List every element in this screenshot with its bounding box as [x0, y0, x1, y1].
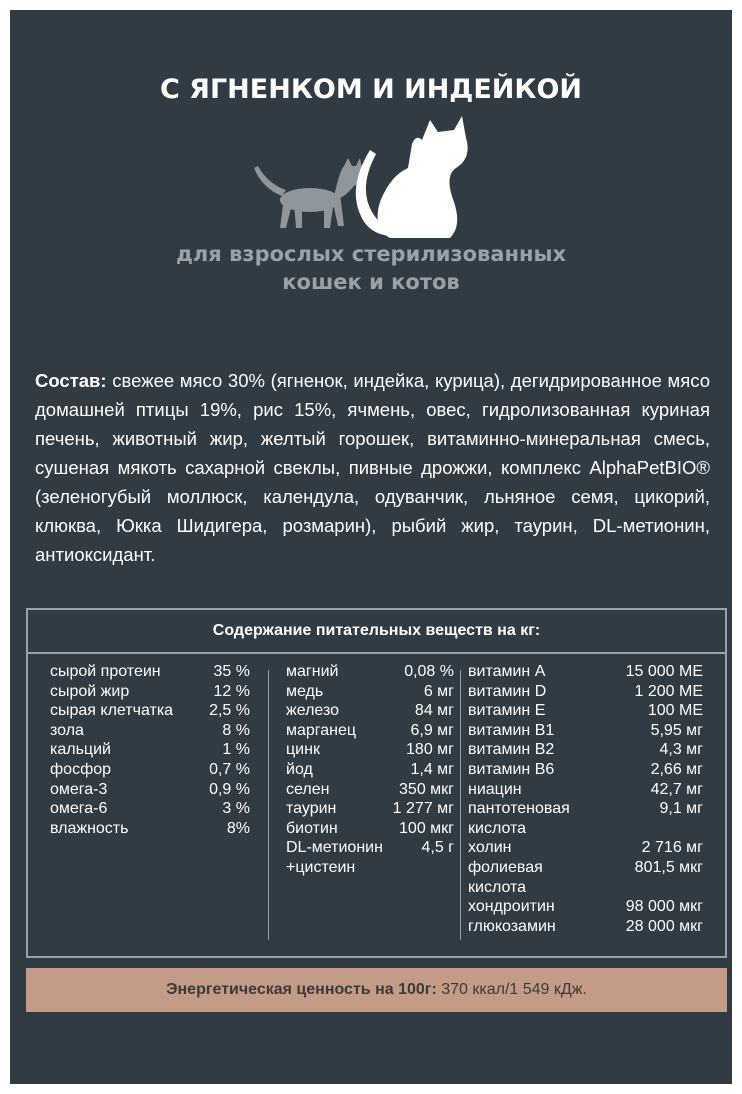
- nutrient-value: 350 мкг: [399, 780, 454, 798]
- nutrient-name: влажность: [50, 819, 129, 837]
- nutrient-value: 0,08 %: [404, 663, 454, 680]
- nutrient-name: медь: [286, 682, 324, 700]
- nutrient-row: [50, 740, 250, 760]
- nutrient-value: 35 %: [213, 663, 250, 680]
- nutrient-value: 2,66 мг: [650, 760, 703, 778]
- nutrient-value: 6 мг: [423, 682, 454, 700]
- nutrient-value: 15 000 МЕ: [625, 663, 703, 680]
- nutrient-row: [468, 838, 703, 858]
- nutrient-name: хондроитин: [468, 898, 555, 916]
- nutrient-value: 2,5 %: [209, 702, 250, 720]
- subtitle-line-2: кошек и котов: [282, 270, 460, 294]
- nutrient-value: 84 мг: [414, 702, 454, 720]
- product-subtitle: [10, 240, 732, 296]
- energy-value-bar: [26, 968, 727, 1012]
- nutrient-name: витамин В6: [468, 760, 555, 778]
- nutrient-value: 12 %: [213, 682, 250, 700]
- nutrient-row: [286, 780, 454, 800]
- nutrient-row: [286, 662, 454, 682]
- nutrient-name: фосфор: [50, 760, 112, 778]
- nutrient-value: 8%: [226, 819, 250, 837]
- nutrient-value: 100 МЕ: [647, 702, 703, 720]
- nutrient-value: 2 716 мг: [641, 839, 703, 857]
- nutrient-row: [50, 819, 250, 839]
- nutrient-row: [50, 701, 250, 721]
- nutrient-name: кислота: [468, 878, 527, 896]
- nutrient-row: [468, 740, 703, 760]
- nutrients-column-3: [468, 662, 703, 936]
- nutrient-name: пантотеновая: [468, 800, 570, 818]
- composition-label: Состав:: [35, 370, 107, 391]
- nutrient-name: сырой жир: [50, 682, 130, 700]
- nutrient-name: +цистеин: [286, 858, 356, 876]
- cats-illustration: [240, 110, 490, 245]
- product-info-panel: [10, 10, 732, 1084]
- nutrient-row: [50, 799, 250, 819]
- nutrient-name: омега-3: [50, 780, 108, 798]
- nutrient-name: железо: [286, 702, 340, 720]
- nutrient-row: [468, 819, 703, 839]
- nutrient-value: 8 %: [222, 721, 250, 739]
- subtitle-line-1: для взрослых стерилизованных: [175, 242, 567, 266]
- nutrient-row: [286, 799, 454, 819]
- small-cat-icon: [254, 158, 362, 228]
- nutrient-row: [468, 799, 703, 819]
- energy-value: 370 ккал/1 549 кДж.: [436, 981, 587, 998]
- nutrient-name: витамин А: [468, 663, 546, 680]
- nutrient-name: сырая клетчатка: [50, 702, 174, 720]
- nutrient-row: [50, 682, 250, 702]
- nutrient-row: [286, 721, 454, 741]
- nutrient-value: 6,9 мг: [410, 721, 454, 739]
- nutrient-value: 0,7 %: [209, 760, 250, 778]
- nutrient-value: 801,5 мкг: [634, 858, 703, 876]
- composition-body: свежее мясо 30% (ягненок, индейка, курица), дегидрированное мясо домашней птицы 19%, рис 15%, ячмень, овес, гидролизованная куриная печень, животный жир, желтый горошек, витаминно-минеральная смесь, сушеная мякоть сахарной свеклы, пивные дрожжи, комплекс AlphaPetBIO® (зеленогубый моллюск, календула, одуванчик, льняное семя, цикорий, клюква, Юкка Шидигера, розмарин), рыбий жир, таурин, DL-метионин, антиоксидант.: [35, 370, 710, 565]
- nutrients-column-1: [50, 662, 250, 838]
- nutrient-row: [468, 780, 703, 800]
- nutrient-row: [50, 760, 250, 780]
- nutrient-row: [286, 701, 454, 721]
- nutrient-name: селен: [286, 780, 330, 798]
- nutrient-row: [468, 701, 703, 721]
- nutrient-row: [468, 721, 703, 741]
- nutrients-table: [26, 608, 727, 958]
- nutrient-value: 1,4 мг: [410, 760, 454, 778]
- product-title: С ЯГНЕНКОМ И ИНДЕЙКОЙ: [159, 74, 583, 105]
- nutrient-row: [468, 662, 703, 682]
- nutrient-row: [468, 858, 703, 878]
- nutrient-row: [286, 760, 454, 780]
- nutrient-value: 28 000 мкг: [625, 917, 703, 935]
- nutrient-row: [50, 662, 250, 682]
- nutrient-row: [468, 760, 703, 780]
- nutrients-column-2: [286, 662, 454, 878]
- nutrient-value: 1 277 мг: [392, 800, 454, 818]
- nutrient-value: 100 мкг: [399, 819, 454, 837]
- nutrient-row: [286, 838, 454, 858]
- nutrient-name: фолиевая: [468, 858, 543, 876]
- column-divider: [268, 670, 269, 940]
- nutrient-row: [468, 917, 703, 937]
- nutrient-name: кальций: [50, 741, 111, 759]
- nutrient-value: 4,5 г: [421, 839, 454, 857]
- nutrient-name: биотин: [286, 819, 338, 837]
- nutrient-value: 180 мг: [406, 741, 454, 759]
- nutrient-value: 3 %: [222, 800, 250, 818]
- energy-label: Энергетическая ценность на 100г:: [166, 981, 437, 998]
- nutrient-name: магний: [286, 663, 339, 680]
- nutrient-name: DL-метионин: [286, 839, 383, 857]
- nutrient-value: 9,1 мг: [659, 800, 703, 818]
- nutrient-name: витамин В2: [468, 741, 555, 759]
- nutrient-row: [468, 897, 703, 917]
- nutrient-name: сырой протеин: [50, 663, 161, 680]
- nutrient-name: омега-6: [50, 800, 108, 818]
- nutrient-row: [50, 780, 250, 800]
- large-cat-icon: [356, 116, 468, 238]
- nutrient-value: 1 200 МЕ: [634, 682, 703, 700]
- composition-text: [35, 366, 710, 569]
- nutrient-row: [468, 682, 703, 702]
- nutrients-header: Содержание питательных веществ на кг:: [28, 610, 725, 654]
- nutrient-name: марганец: [286, 721, 357, 739]
- nutrient-row: [286, 858, 454, 878]
- nutrient-value: 1 %: [222, 741, 250, 759]
- nutrient-name: ниацин: [468, 780, 522, 798]
- nutrient-name: витамин В1: [468, 721, 555, 739]
- nutrient-row: [286, 819, 454, 839]
- nutrient-name: витамин Е: [468, 702, 546, 720]
- nutrient-value: 0,9 %: [209, 780, 250, 798]
- nutrient-name: кислота: [468, 819, 527, 837]
- nutrient-name: таурин: [286, 800, 337, 818]
- nutrient-row: [50, 721, 250, 741]
- nutrient-row: [286, 740, 454, 760]
- nutrient-name: холин: [468, 839, 512, 857]
- nutrient-row: [286, 682, 454, 702]
- nutrient-value: 4,3 мг: [659, 741, 703, 759]
- nutrient-name: глюкозамин: [468, 917, 556, 935]
- nutrient-value: 98 000 мкг: [625, 898, 703, 916]
- nutrient-row: [468, 878, 703, 898]
- nutrient-value: 5,95 мг: [650, 721, 703, 739]
- nutrient-value: 42,7 мг: [650, 780, 703, 798]
- nutrient-name: цинк: [286, 741, 320, 759]
- column-divider: [460, 670, 461, 940]
- nutrient-name: зола: [50, 721, 84, 739]
- nutrient-name: витамин D: [468, 682, 547, 700]
- nutrient-name: йод: [286, 760, 313, 778]
